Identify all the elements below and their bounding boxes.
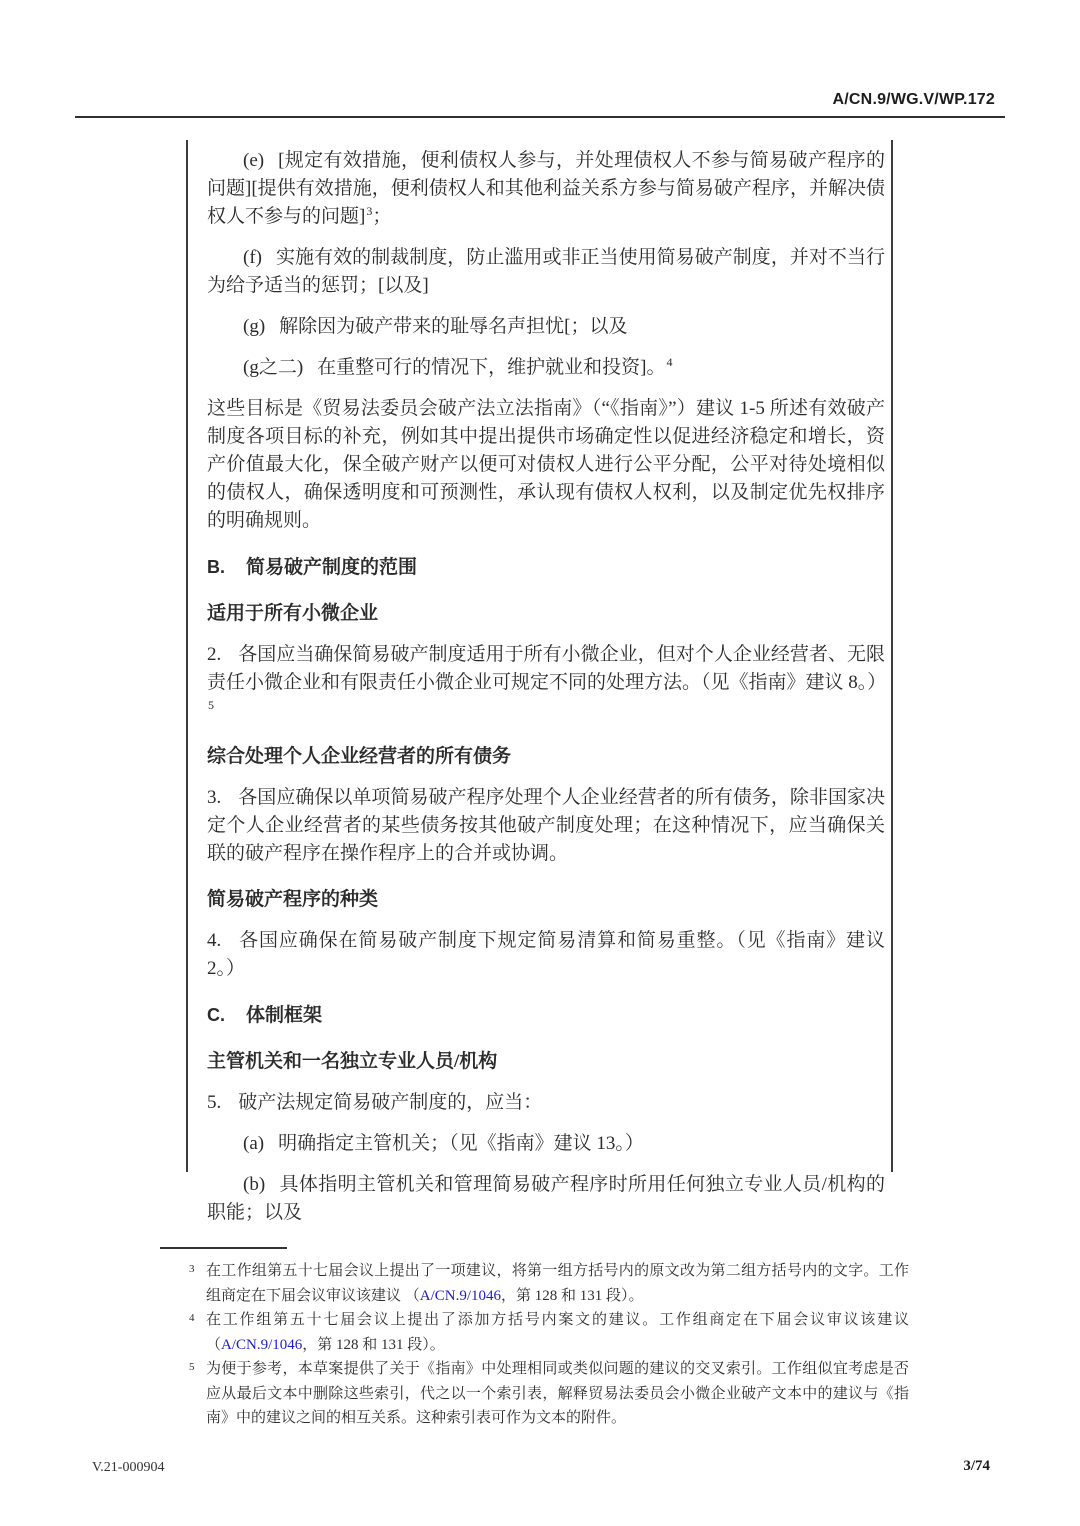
- item-text: [规定有效措施，便利债权人参与，并处理债权人不参与简易破产程序的问题][提供有效措施，便利债权人和其他利益关系方参与简易破产程序，并解决债权人不参与的问题]: [207, 150, 885, 227]
- item-label: (e): [243, 150, 265, 171]
- footnote-text-after: ，第 128 和 131 段）。: [302, 1336, 445, 1353]
- subject-title: 适用于所有小微企业: [207, 603, 379, 624]
- body-text-block: [186, 140, 893, 1223]
- footer-page-number: 3/74: [963, 1458, 990, 1474]
- paragraph-text: 破产法规定简易破产制度的，应当：: [238, 1092, 543, 1113]
- footer-doc-number: V.21-000904: [92, 1460, 165, 1475]
- doc-symbol: A/CN.9/WG.V/WP.172: [832, 91, 995, 108]
- subject-heading-authority: [207, 1048, 885, 1076]
- subject-heading-types: [207, 886, 885, 914]
- subject-title: 简易破产程序的种类: [207, 889, 379, 910]
- item-text: 实施有效的制裁制度，防止滥用或非正当使用简易破产制度，并对不当行为给予适当的惩罚；[以及]: [207, 247, 885, 296]
- paragraph-number: 2.: [207, 644, 222, 665]
- paragraph-e: [207, 147, 885, 231]
- paragraph-5a: [207, 1130, 885, 1158]
- footnote-doc-link[interactable]: A/CN.9/1046: [419, 1287, 502, 1304]
- item-text-after: ；: [372, 206, 392, 227]
- footnote-text: 在工作组第五十七届会议上提出了添加方括号内案文的建议。工作组商定在下届会议审议该建议（: [206, 1312, 909, 1353]
- footnote-marker: 5: [189, 1361, 195, 1373]
- paragraph-text: 这些目标是《贸易法委员会破产法立法指南》（“《指南》”）建议 1-5 所述有效破产制度各项目标的补充，例如其中提出提供市场确定性以促进经济稳定和增长，资产价值最大化，保全破产财产以便可对债权人进行公平分配，公平对待处境相似的债权人，确保透明度和可预测性，承认现有债权人权利，以及制定优先权排序的明确规则。: [207, 398, 885, 531]
- paragraph-text: 各国应确保以单项简易破产程序处理个人企业经营者的所有债务，除非国家决定个人企业经营者的某些债务按其他破产制度处理；在这种情况下，应当确保关联的破产程序在操作程序上的合并或协调。: [207, 787, 885, 864]
- item-text: 在重整可行的情况下，维护就业和投资]。: [317, 357, 666, 378]
- item-label: (g之二): [243, 357, 304, 378]
- footnote-5: [185, 1357, 909, 1431]
- footnote-marker: 3: [189, 1263, 195, 1275]
- paragraph-number: 5.: [207, 1092, 222, 1113]
- paragraph-g: [207, 313, 885, 341]
- subject-heading-debts: [207, 743, 885, 771]
- paragraph-text: 各国应确保在简易破产制度下规定简易清算和简易重整。（见《指南》建议 2。）: [207, 930, 885, 979]
- footnote-text-after: ，第 128 和 131 段）。: [501, 1287, 644, 1304]
- footnote-marker: 4: [189, 1312, 195, 1324]
- subject-title: 主管机关和一名独立专业人员/机构: [207, 1051, 498, 1072]
- subject-title: 综合处理个人企业经营者的所有债务: [207, 746, 512, 767]
- section-label: B.: [207, 557, 225, 577]
- paragraph-number: 3.: [207, 787, 222, 808]
- footnote-text: 在工作组第五十七届会议上提出了一项建议，将第一组方括号内的原文改为第二组方括号内的文字。工作组商定在下届会议审议该建议 （: [206, 1263, 909, 1304]
- item-label: (b): [243, 1174, 266, 1195]
- footnote-doc-link[interactable]: A/CN.9/1046: [221, 1336, 303, 1353]
- paragraph-g-bis: [207, 354, 885, 382]
- paragraph-text: 各国应当确保简易破产制度适用于所有小微企业，但对个人企业经营者、无限责任小微企业和有限责任小微企业可规定不同的处理方法。（见《指南》建议 8。）: [207, 644, 887, 693]
- paragraph-f: [207, 244, 885, 300]
- item-text: 具体指明主管机关和管理简易破产程序时所用任何独立专业人员/机构的职能；以及: [207, 1174, 885, 1223]
- paragraph-2: [207, 641, 885, 725]
- item-label: (f): [243, 247, 262, 268]
- footnote-separator: [160, 1247, 287, 1249]
- footnote-ref-3: 3: [366, 203, 373, 218]
- subject-heading-all-mses: [207, 600, 885, 628]
- footnote-3: [185, 1259, 909, 1308]
- paragraph-number: 4.: [207, 930, 222, 951]
- footnote-ref-5: 5: [208, 697, 214, 712]
- footnote-4: [185, 1308, 909, 1357]
- item-text: 明确指定主管机关；（见《指南》建议 13。）: [278, 1133, 644, 1154]
- footnote-ref-4: 4: [666, 354, 673, 369]
- section-label: C.: [207, 1005, 225, 1025]
- paragraph-5: [207, 1089, 885, 1117]
- paragraph-3: [207, 784, 885, 868]
- section-title: 体制框架: [246, 1005, 323, 1026]
- item-label: (g): [243, 316, 266, 337]
- item-label: (a): [243, 1133, 265, 1154]
- footnote-text: 为便于参考，本草案提供了关于《指南》中处理相同或类似问题的建议的交叉索引。工作组似宜考虑是否应从最后文本中删除这些索引，代之以一个索引表，解释贸易法委员会小微企业破产文本中的建议与《指南》中的建议之间的相互关系。这种索引表可作为文本的附件。: [206, 1361, 909, 1426]
- section-heading-c: [207, 1001, 885, 1030]
- item-text: 解除因为破产带来的耻辱名声担忧[；以及: [279, 316, 628, 337]
- footnotes-section: [185, 1259, 909, 1431]
- section-title: 简易破产制度的范围: [246, 557, 418, 578]
- section-heading-b: [207, 553, 885, 582]
- paragraph-5b: [207, 1171, 885, 1227]
- header-rule: [75, 116, 1005, 118]
- paragraph-4: [207, 927, 885, 983]
- paragraph-objectives: [207, 395, 885, 535]
